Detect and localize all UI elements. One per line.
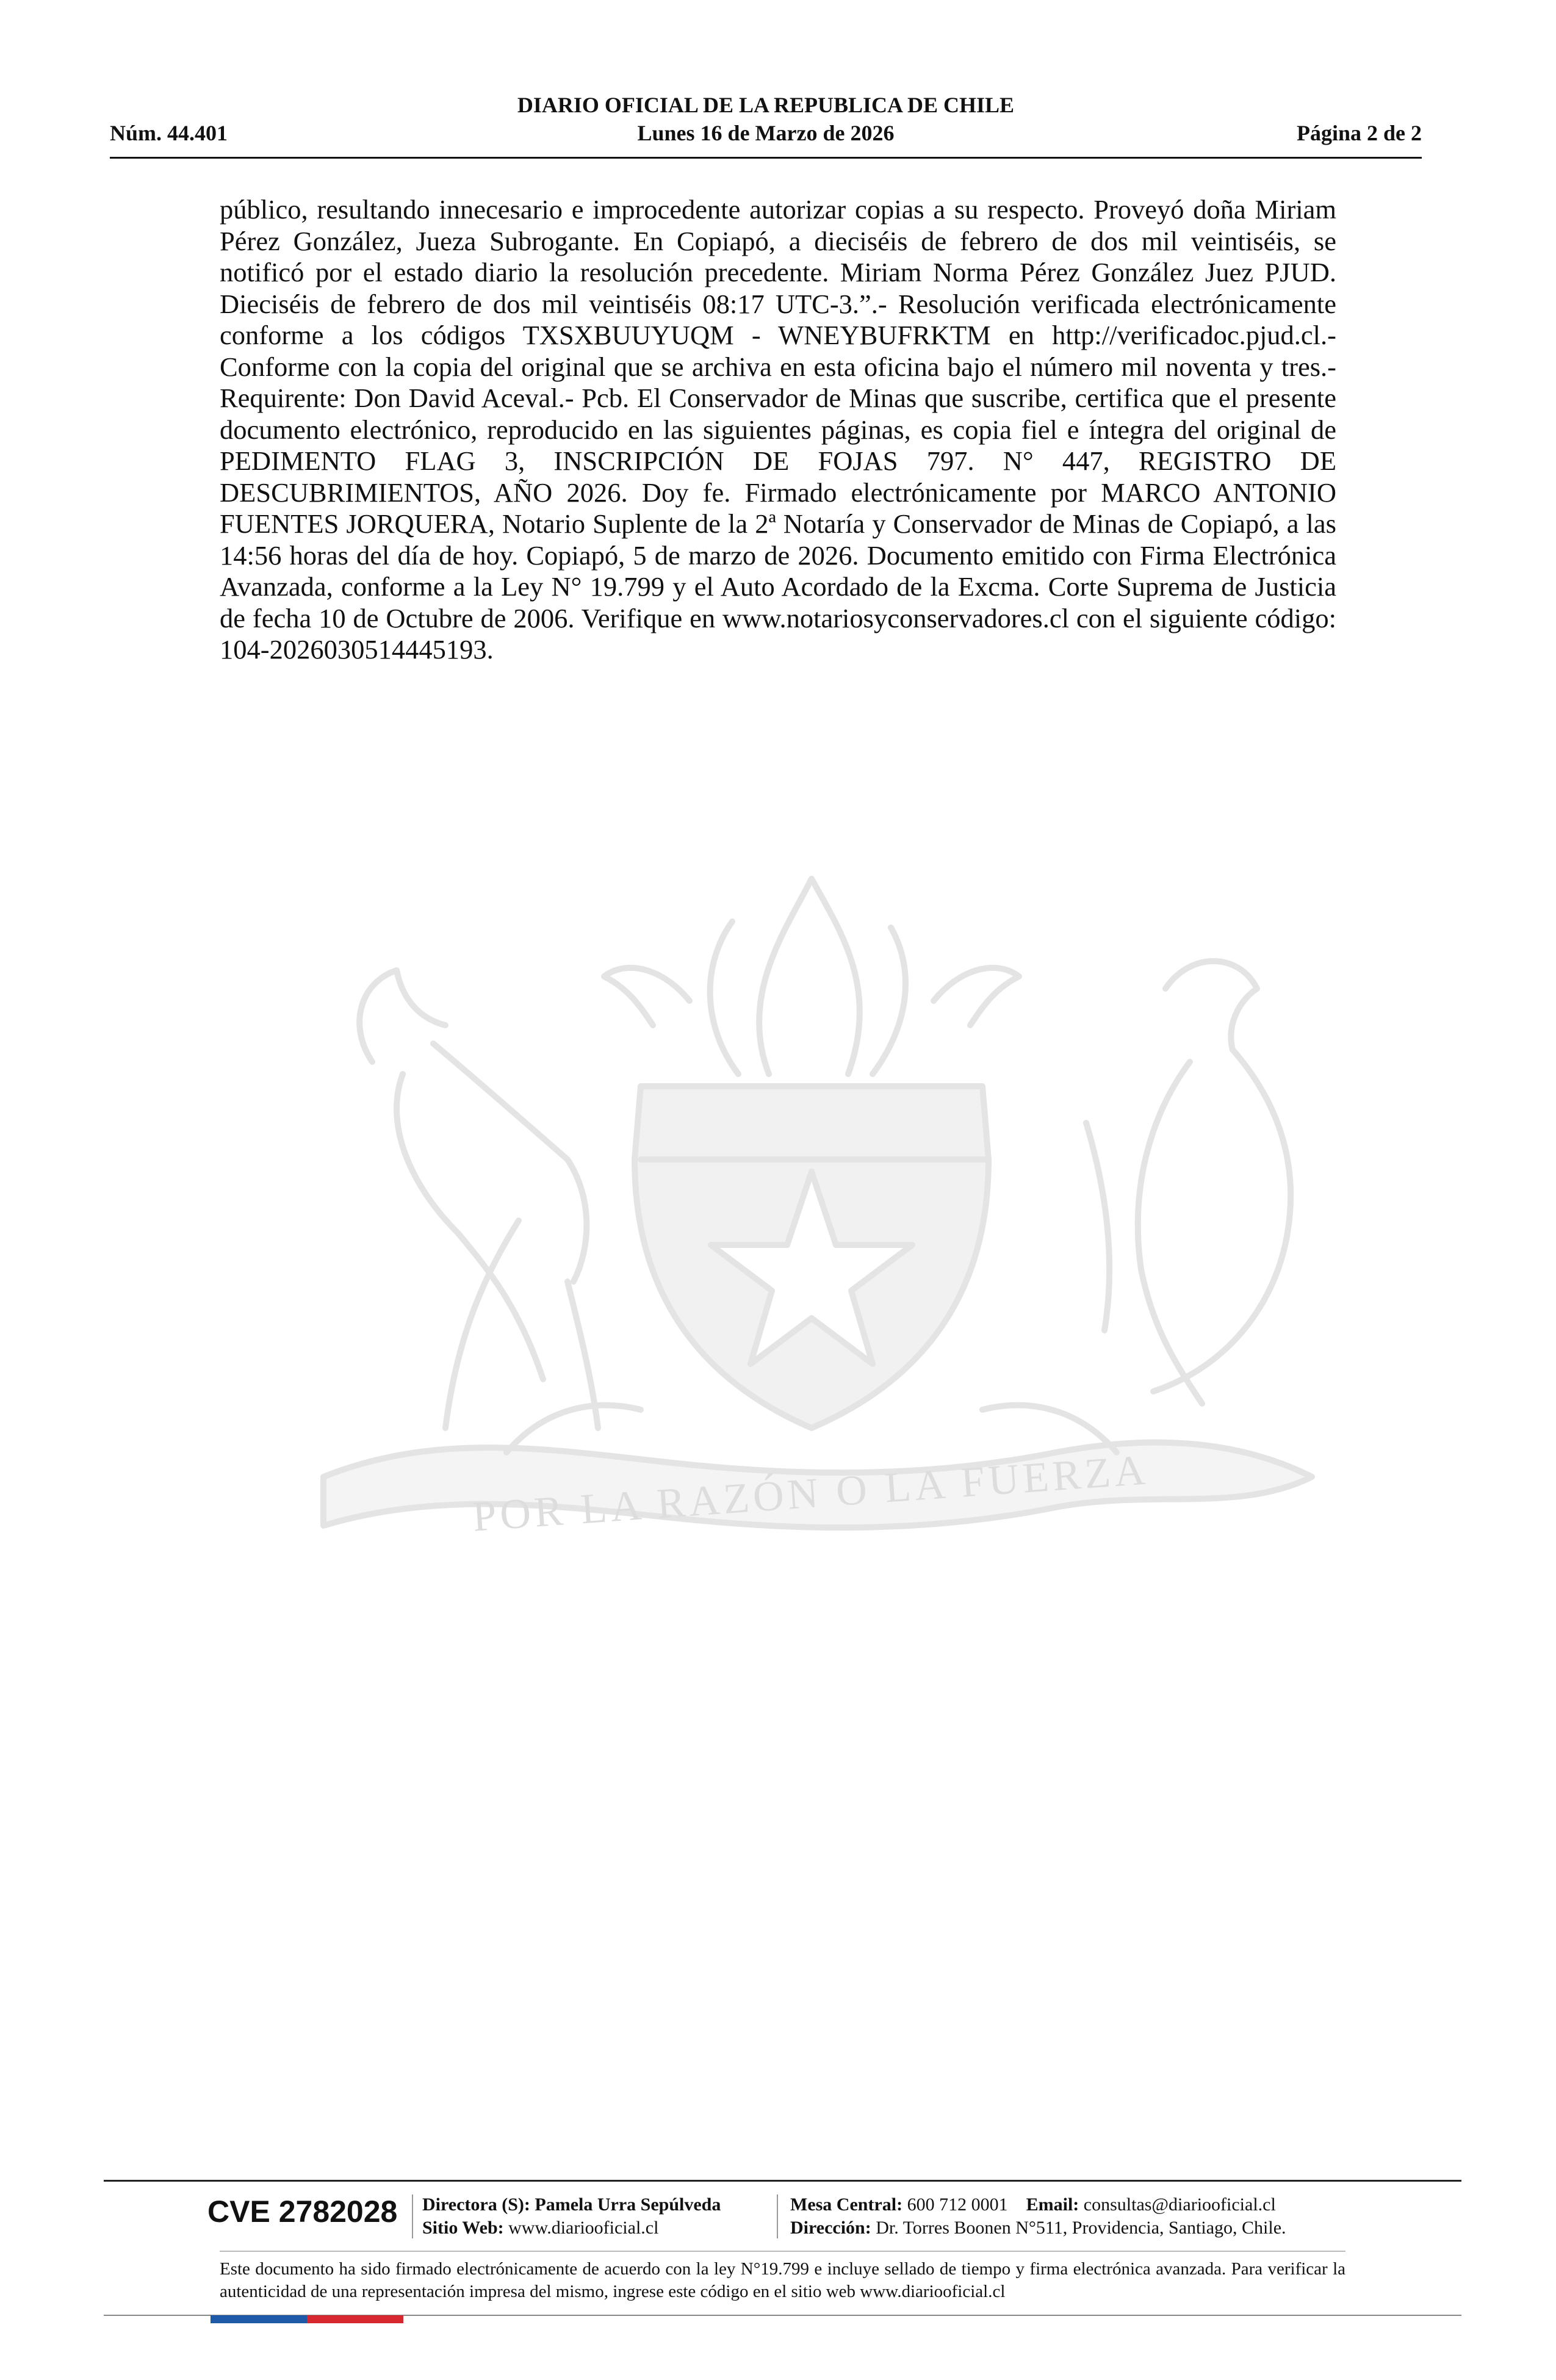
address-label: Dirección: [790, 2218, 871, 2238]
footer-divider-mid [220, 2251, 1345, 2252]
signature-note: Este documento ha sido firmado electrónicamente de acuerdo con la ley N°19.799 e incluye sellado de tiempo y firma electrónica avanzada. Para verificar la autenticidad de una representación impresa del mismo, ingrese este código en el sitio web www.diariooficial.cl [220, 2259, 1345, 2301]
phone-number: 600 712 0001 [907, 2194, 1008, 2215]
header-divider [110, 157, 1422, 159]
footer-divider-top [104, 2180, 1461, 2182]
footer-director-column [422, 2193, 721, 2240]
website-link[interactable]: www.diariooficial.cl [508, 2218, 659, 2238]
footer-contact-column [790, 2193, 1286, 2240]
flag-stripe-red [307, 2315, 403, 2323]
coat-of-arms-icon [201, 842, 1361, 1684]
issue-date: Lunes 16 de Marzo de 2026 [637, 121, 895, 145]
cve-code: CVE 2782028 [207, 2194, 398, 2229]
footer-separator [777, 2194, 778, 2238]
director-name: Pamela Urra Sepúlveda [535, 2194, 721, 2215]
phone-label: Mesa Central: [790, 2194, 903, 2215]
footer-separator [412, 2194, 413, 2238]
page-header [110, 92, 1422, 148]
issue-number: Núm. 44.401 [110, 121, 228, 145]
email-link[interactable]: consultas@diariooficial.cl [1083, 2194, 1276, 2215]
email-label: Email: [1026, 2194, 1079, 2215]
website-label: Sitio Web: [422, 2218, 504, 2238]
watermark-motto: POR LA RAZÓN O LA FUERZA [470, 1446, 1150, 1541]
address-text: Dr. Torres Boonen N°511, Providencia, Santiago, Chile. [876, 2218, 1286, 2238]
flag-stripe-blue [211, 2315, 307, 2323]
document-body: público, resultando innecesario e improcedente autorizar copias a su respecto. Proveyó doña Miriam Pérez González, Jueza Subrogante. En Copiapó, a dieciséis de febrero de dos mil veintiséis, se notificó por el estado diario la resolución precedente. Miriam Norma Pérez González Juez PJUD. Dieciséis de febrero de dos mil veintiséis 08:17 UTC-3.”.- Resolución verificada electrónicamente conforme a los códigos TXSXBUUYUQM - WNEYBUFRKTM en http://verificadoc.pjud.cl.- Conforme con la copia del original que se archiva en esta oficina bajo el número mil noventa y tres.- Requirente: Don David Aceval.- Pcb. El Conservador de Minas que suscribe, certifica que el presente documento electrónico, reproducido en las siguientes páginas, es copia fiel e íntegra del original de PEDIMENTO FLAG 3, INSCRIPCIÓN DE FOJAS 797. N° 447, REGISTRO DE DESCUBRIMIENTOS, AÑO 2026. Doy fe. Firmado electrónicamente por MARCO ANTONIO FUENTES JORQUERA, Notario Suplente de la 2ª Notaría y Conservador de Minas de Copiapó, a las 14:56 horas del día de hoy. Copiapó, 5 de marzo de 2026. Documento emitido con Firma Electrónica Avanzada, conforme a la Ley N° 19.799 y el Auto Acordado de la Excma. Corte Suprema de Justicia de fecha 10 de Octubre de 2006. Verifique en www.notariosyconservadores.cl con el siguiente código: 104-2026030514445193. [220, 194, 1336, 665]
publication-title: DIARIO OFICIAL DE LA REPUBLICA DE CHILE [517, 93, 1015, 117]
header-row [110, 118, 1422, 148]
director-label: Directora (S): [422, 2194, 530, 2215]
page-indicator: Página 2 de 2 [1296, 121, 1422, 145]
